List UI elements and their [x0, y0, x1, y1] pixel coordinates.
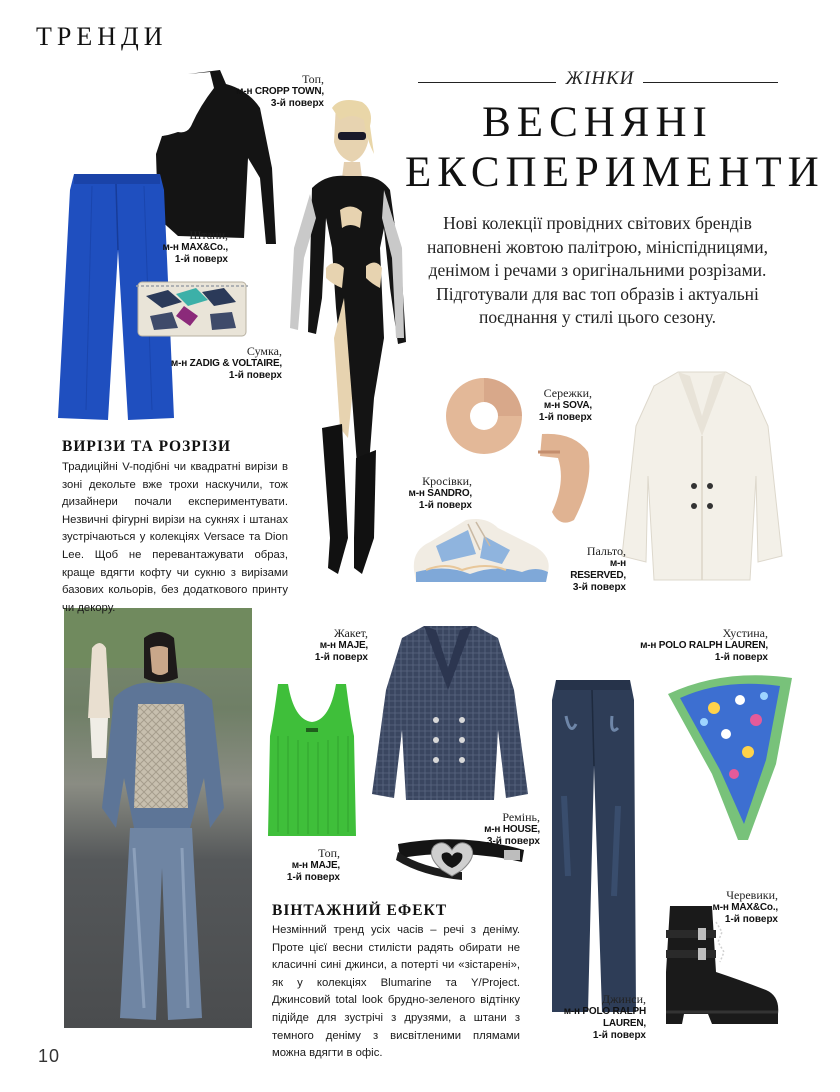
headline-line2: ЕКСПЕРИМЕНТИ [405, 149, 825, 196]
caption-jeans-ralph: Джинси, м-н POLO RALPH LAUREN, 1-й поверх [563, 992, 646, 1041]
section1-body: Традиційні V-подібні чи квадратні вирізи в зоні декольте вже трохи наскучили, тож дизайнери почали експериментувати. Незвичні фігурні вирізи на сукнях і штанах зустрічаються у колекціях Versace та Dion Lee. Щоб не перевантажувати образ, краще вдягти кофту чи сукню з вирізами базових кольорів, без додаткового принту чи декору. [62, 461, 288, 614]
section-tag: ТРЕНДИ [36, 22, 168, 51]
kicker: ЖІНКИ [565, 68, 635, 89]
caption-belt-house: Ремінь, м-н HOUSE, 3-й поверх [484, 810, 540, 847]
section2-body: Незмінний тренд усіх часів – речі з деніму. Проте цієї весни стилісти радять обирати не класичні сині джинси, а потерті чи «зістарені», як у колекціях Blumarine та Y/Project. Джинсовий total look брудно-зеленого відтінку підійде для зустрічі з друзями, а штани з темного деніму з висвітленими плямами можна вдягти в офіс. [272, 924, 520, 1060]
tweed-jacket-image [368, 620, 532, 806]
patterned-bag-image [132, 276, 252, 342]
floral-scarf-image [664, 664, 798, 844]
kicker-rule-left [418, 82, 556, 83]
denim-runway-photo [64, 608, 252, 1028]
cream-coat-image [618, 366, 786, 584]
runway-model-cutout-dress-image [282, 98, 412, 583]
section1-heading: ВИРІЗИ ТА РОЗРІЗИ [62, 438, 231, 455]
caption-bag-zadig: Сумка, м-н ZADIG & VOLTAIRE, 1-й поверх [170, 344, 282, 381]
caption-top-cropp: Топ, м-н CROPP TOWN, 3-й поверх [236, 72, 324, 109]
caption-top-maje: Топ, м-н MAJE, 1-й поверх [286, 846, 340, 883]
caption-pants-maxco: Штани, м-н MAX&Co., 1-й поверх [162, 228, 228, 265]
sneakers-image [406, 510, 556, 590]
green-tank-top-image [260, 676, 364, 844]
caption-scarf-ralph: Хустина, м-н POLO RALPH LAUREN, 1-й поверх [640, 626, 768, 663]
section2-heading: ВІНТАЖНИЙ ЕФЕКТ [272, 902, 448, 919]
caption-boots-maxco: Черевики, м-н MAX&Co., 1-й поверх [712, 888, 778, 925]
page-number: 10 [38, 1046, 61, 1066]
caption-jacket-maje: Жакет, м-н MAJE, 1-й поверх [314, 626, 368, 663]
kicker-rule-right [643, 82, 778, 83]
caption-sneakers-sandro: Кросівки, м-н SANDRO, 1-й поверх [408, 474, 472, 511]
headline [405, 98, 825, 198]
lead-paragraph: Нові колекції провідних світових брендів наповнені жовтою палітрою, мініспідницями, денімом і речами з оригінальними розрізами. Підготували для вас топ образів і актуальні поєднання у стилі цього сезону. [427, 213, 768, 327]
dark-jeans-image [546, 676, 638, 1016]
caption-earrings-sova: Сережки, м-н SOVA, 1-й поверх [538, 386, 592, 423]
headline-line1: ВЕСНЯНІ [482, 99, 713, 146]
caption-coat-reserved: Пальто, м-н RESERVED, 3-й поверх [570, 544, 626, 593]
